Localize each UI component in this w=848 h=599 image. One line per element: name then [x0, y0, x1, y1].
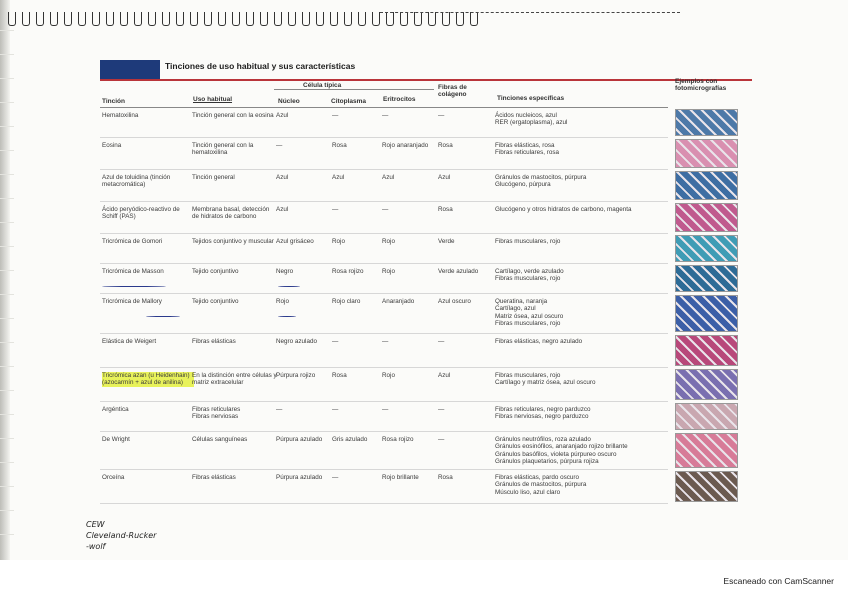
spiral-coil	[218, 12, 226, 26]
cell-nucleo: Azul	[276, 174, 289, 181]
cell-eri: Rojo brillante	[382, 474, 419, 481]
cell-cito: —	[332, 406, 339, 413]
header-nucleo: Núcleo	[278, 98, 300, 105]
cell-cito: Rojo claro	[332, 298, 361, 305]
cell-nucleo: —	[276, 406, 283, 413]
cell-eri: Rojo anaranjado	[382, 142, 429, 149]
micrograph-thumbnail	[675, 203, 738, 232]
cell-col: Rosa	[438, 206, 453, 213]
spiral-coil	[302, 12, 310, 26]
spiral-coil	[358, 12, 366, 26]
header-ejemplos: Ejemplos con fotomicrografías	[675, 78, 727, 92]
table-row	[100, 432, 668, 470]
cell-esp: Cartílago, verde azulado Fibras musculares, rojo	[495, 268, 564, 283]
micrograph-thumbnail	[675, 335, 738, 366]
spiral-coil	[50, 12, 58, 26]
micrograph-thumbnail	[675, 369, 738, 400]
cell-uso: Fibras elásticas	[192, 474, 236, 481]
cell-col: —	[438, 406, 445, 413]
cell-cito: Azul	[332, 174, 345, 181]
cell-cito: —	[332, 474, 339, 481]
table-row	[100, 334, 668, 368]
cell-tincion: Orceína	[102, 474, 125, 481]
cell-esp: Fibras elásticas, pardo oscuro Gránulos de mastocitos, púrpura Músculo liso, azul claro	[495, 474, 587, 496]
cell-eri: Rojo	[382, 268, 395, 275]
spiral-coil	[134, 12, 142, 26]
cell-nucleo: Azul grisáceo	[276, 238, 314, 245]
cell-uso: Tejidos conjuntivo y muscular	[192, 238, 274, 245]
cell-nucleo: Azul	[276, 112, 289, 119]
cell-eri: —	[382, 338, 389, 345]
micrograph-thumbnail	[675, 171, 738, 200]
cell-cito: Rosa rojizo	[332, 268, 364, 275]
header-eritrocitos: Eritrocitos	[383, 96, 416, 103]
header-celula: Célula típica	[303, 82, 342, 89]
handwritten-note: CEW Cleveland-Rucker -wolf	[86, 520, 157, 551]
cell-col: Azul	[438, 372, 451, 379]
cell-cito: —	[332, 112, 339, 119]
spiral-coil	[288, 12, 296, 26]
cell-tincion: Argéntica	[102, 406, 129, 413]
spiral-coil	[442, 12, 450, 26]
micrograph-thumbnail	[675, 471, 738, 502]
cell-col: —	[438, 112, 445, 119]
cell-esp: Fibras elásticas, rosa Fibras reticulares, rosa	[495, 142, 560, 157]
header-fibras: Fibras de colágeno	[438, 84, 467, 98]
micrograph-thumbnail	[675, 109, 738, 136]
cell-tincion: Ácido peryódico-reactivo de Schiff (PAS)	[102, 206, 180, 221]
scanner-watermark: Escaneado con CamScanner	[723, 576, 834, 586]
cell-col: Verde	[438, 238, 455, 245]
spiral-coil	[400, 12, 408, 26]
spiral-coil	[8, 12, 16, 26]
cell-col: Azul oscuro	[438, 298, 471, 305]
ruled-margin	[0, 30, 14, 550]
row-divider	[100, 503, 668, 504]
header-tincion: Tinción	[102, 98, 125, 105]
spiral-coil	[78, 12, 86, 26]
spiral-coil	[246, 12, 254, 26]
micrograph-thumbnail	[675, 403, 738, 430]
micrograph-thumbnail	[675, 433, 738, 468]
cell-uso: Fibras elásticas	[192, 338, 236, 345]
header-especificas: Tinciones específicas	[497, 95, 565, 102]
header-group-rule	[274, 89, 434, 90]
cell-nucleo: Azul	[276, 206, 289, 213]
cell-cito: Gris azulado	[332, 436, 368, 443]
cell-uso: Tejido conjuntivo	[192, 268, 239, 275]
title-rule	[100, 79, 752, 81]
table-row	[100, 234, 668, 264]
spiral-coil	[428, 12, 436, 26]
spiral-coil	[190, 12, 198, 26]
cell-eri: —	[382, 206, 389, 213]
table-title: Tinciones de uso habitual y sus características	[165, 61, 356, 71]
cell-uso: Membrana basal, detección de hidratos de carbono	[192, 206, 270, 221]
cell-esp: Ácidos nucleicos, azul RER (ergatoplasma), azul	[495, 112, 568, 127]
title-color-block	[100, 60, 160, 80]
spiral-coil	[176, 12, 184, 26]
spiral-coil	[260, 12, 268, 26]
cell-eri: —	[382, 406, 389, 413]
cell-uso: En la distinción entre células y matriz extracelular	[192, 372, 277, 387]
micrograph-thumbnail	[675, 235, 738, 262]
spiral-coil	[344, 12, 352, 26]
cell-cito: —	[332, 338, 339, 345]
cell-tincion: Azul de toluidina (tinción metacromática)	[102, 174, 171, 189]
cell-tincion: Elástica de Weigert	[102, 338, 157, 345]
cell-esp: Queratina, naranja Cartílago, azul Matriz ósea, azul oscuro Fibras musculares, rojo	[495, 298, 564, 328]
spiral-coil	[274, 12, 282, 26]
cell-eri: Anaranjado	[382, 298, 415, 305]
cell-nucleo: Negro azulado	[276, 338, 317, 345]
cell-col: —	[438, 338, 445, 345]
cell-esp: Fibras musculares, rojo	[495, 238, 561, 245]
cell-eri: Rojo	[382, 238, 395, 245]
cell-uso: Células sanguíneas	[192, 436, 248, 443]
spiral-coil	[64, 12, 72, 26]
spiral-coil	[386, 12, 394, 26]
cell-nucleo: Rojo	[276, 298, 289, 305]
spiral-coil	[148, 12, 156, 26]
cell-tincion: Tricrómica de Gomori	[102, 238, 163, 245]
cell-eri: Azul	[382, 174, 395, 181]
cell-esp: Fibras elásticas, negro azulado	[495, 338, 583, 345]
spiral-coil	[372, 12, 380, 26]
spiral-coil	[316, 12, 324, 26]
cell-tincion: Tricrómica de Masson	[102, 268, 164, 275]
cell-esp: Fibras reticulares, negro parduzco Fibras nerviosas, negro parduzco	[495, 406, 591, 421]
cell-col: Rosa	[438, 474, 453, 481]
cell-tincion: De Wright	[102, 436, 130, 443]
spiral-coil	[470, 12, 478, 26]
cell-cito: Rosa	[332, 142, 347, 149]
cell-tincion: Eosina	[102, 142, 122, 149]
cell-uso: Tinción general	[192, 174, 235, 181]
table-row	[100, 470, 668, 504]
spiral-binding	[8, 4, 678, 26]
spiral-coil	[330, 12, 338, 26]
cell-eri: —	[382, 112, 389, 119]
cell-uso: Tejido conjuntivo	[192, 298, 239, 305]
cell-nucleo: Negro	[276, 268, 294, 275]
cell-esp: Fibras musculares, rojo Cartílago y matriz ósea, azul oscuro	[495, 372, 596, 387]
cell-col: Rosa	[438, 142, 453, 149]
table-row	[100, 202, 668, 234]
table-row	[100, 138, 668, 170]
micrograph-thumbnail	[675, 139, 738, 168]
cell-tincion: Hematoxilina	[102, 112, 139, 119]
table-row	[100, 368, 668, 402]
cell-uso: Fibras reticulares Fibras nerviosas	[192, 406, 241, 421]
cell-col: Azul	[438, 174, 451, 181]
cell-esp: Glucógeno y otros hidratos de carbono, magenta	[495, 206, 632, 213]
cell-nucleo: —	[276, 142, 283, 149]
cell-esp: Gránulos de mastocitos, púrpura Glucógeno, púrpura	[495, 174, 587, 189]
cell-uso: Tinción general con la hematoxilina	[192, 142, 254, 157]
cell-cito: —	[332, 206, 339, 213]
spiral-dash-line	[380, 12, 680, 13]
spiral-coil	[92, 12, 100, 26]
spiral-coil	[162, 12, 170, 26]
spiral-coil	[22, 12, 30, 26]
spiral-coil	[120, 12, 128, 26]
spiral-coil	[456, 12, 464, 26]
cell-cito: Rojo	[332, 238, 345, 245]
table-row	[100, 108, 668, 138]
cell-uso: Tinción general con la eosina	[192, 112, 274, 119]
table-row	[100, 170, 668, 202]
page-bottom	[0, 560, 848, 599]
header-uso: Uso habitual	[193, 96, 233, 103]
spiral-coil	[204, 12, 212, 26]
spiral-coil	[36, 12, 44, 26]
cell-nucleo: Púrpura rojizo	[276, 372, 316, 379]
micrograph-thumbnail	[675, 295, 738, 332]
table-row	[100, 402, 668, 432]
cell-col: —	[438, 436, 445, 443]
cell-nucleo: Púrpura azulado	[276, 436, 323, 443]
micrograph-thumbnail	[675, 265, 738, 292]
spiral-coil	[232, 12, 240, 26]
cell-eri: Rojo	[382, 372, 395, 379]
cell-esp: Gránulos neutrófilos, roza azulado Gránulos eosinófilos, anaranjado rojizo brillante Gránulos basófilos, violeta púrpureo oscuro Gránulos plaquetarios, púrpura rojiza	[495, 436, 628, 466]
table-row	[100, 264, 668, 294]
cell-col: Verde azulado	[438, 268, 479, 275]
cell-cito: Rosa	[332, 372, 347, 379]
cell-nucleo: Púrpura azulado	[276, 474, 323, 481]
cell-tincion: Tricrómica de Mallory	[102, 298, 162, 305]
spiral-coil	[414, 12, 422, 26]
cell-tincion: Tricrómica azan (u Heidenhain) (azocarmín + azul de anilina)	[102, 372, 194, 387]
cell-eri: Rosa rojizo	[382, 436, 414, 443]
spiral-coil	[106, 12, 114, 26]
header-citoplasma: Citoplasma	[331, 98, 367, 105]
table-row	[100, 294, 668, 334]
